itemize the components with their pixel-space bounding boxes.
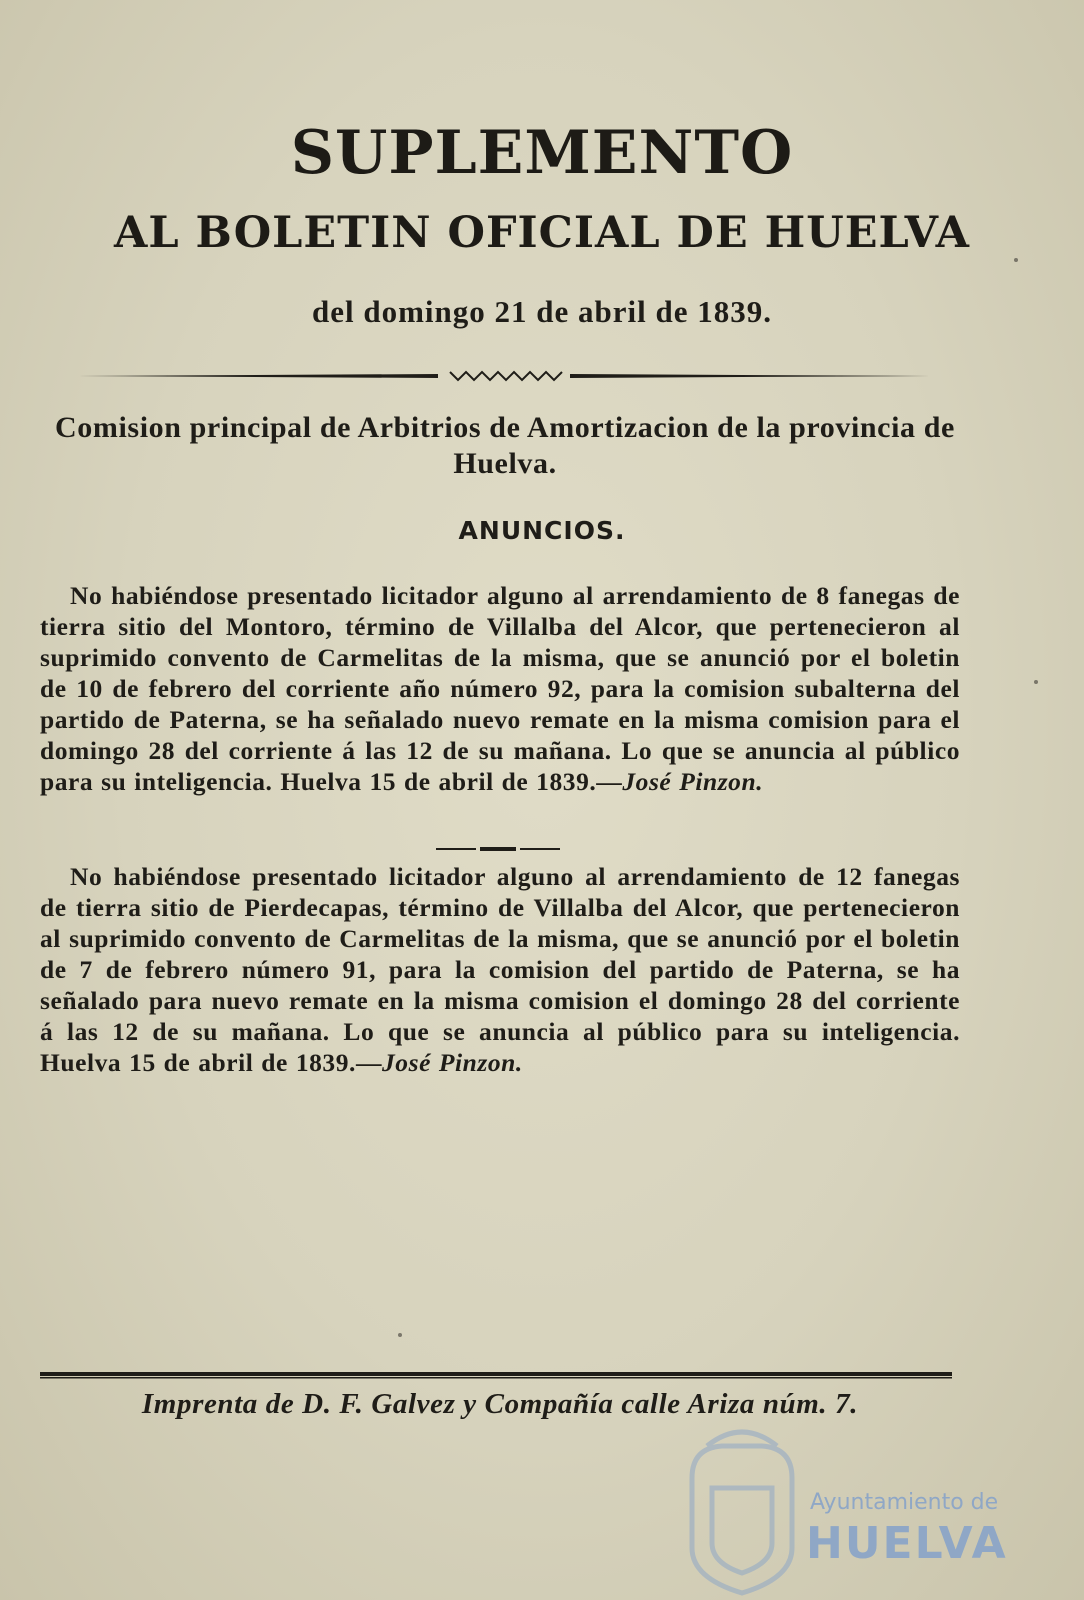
notice-signature: José Pinzon. — [382, 1048, 523, 1077]
paper-speck — [398, 1333, 402, 1337]
paper-speck — [1034, 680, 1038, 684]
watermark-line1: Ayuntamiento de — [810, 1490, 999, 1515]
footer-rule — [40, 1371, 952, 1381]
paper-speck — [1014, 258, 1018, 262]
notice-text: No habiéndose presentado licitador alguno al arrendamiento de 8 fanegas de tierra sitio del Montoro, término de Villalba del Alcor, que pertenecieron al suprimido convento de Carmelitas de la misma, que se anunció por el boletin de 10 de febrero del corriente año número 92, para la comision subalterna del partido de Paterna, se ha señalado nuevo remate en la misma comision para el domingo 28 del corriente á las 12 de su mañana. Lo que se anuncia al público para su inteligencia. Huelva 15 de abril de 1839.— — [40, 581, 960, 796]
section-label: ANUNCIOS. — [458, 516, 626, 545]
watermark-line2: HUELVA — [806, 1518, 1008, 1569]
notice-paragraph — [40, 580, 960, 797]
document-subtitle: AL BOLETIN OFICIAL DE HUELVA — [113, 208, 971, 258]
section-heading: Comision principal de Arbitrios de Amortizacion de la provincia de Huelva. — [55, 411, 955, 480]
notice-paragraph — [40, 861, 960, 1078]
document-title: SUPLEMENTO — [290, 118, 794, 188]
ornamental-rule — [78, 370, 930, 382]
separator-rule — [436, 845, 560, 853]
printer-imprint: Imprenta de D. F. Galvez y Compañía calle Ariza núm. 7. — [141, 1388, 859, 1420]
notice-text: No habiéndose presentado licitador alguno al arrendamiento de 12 fanegas de tierra sitio de Pierdecapas, término de Villalba del Alcor, que pertenecieron al suprimido convento de Carmelitas de la misma, que se anunció por el boletin de 7 de febrero número 91, para la comision del partido de Paterna, se ha señalado para nuevo remate en la misma comision el domingo 28 del corriente á las 12 de su mañana. Lo que se anuncia al público para su inteligencia. Huelva 15 de abril de 1839.— — [40, 862, 960, 1077]
notice-signature: José Pinzon. — [622, 767, 764, 796]
document-date: del domingo 21 de abril de 1839. — [311, 294, 772, 329]
